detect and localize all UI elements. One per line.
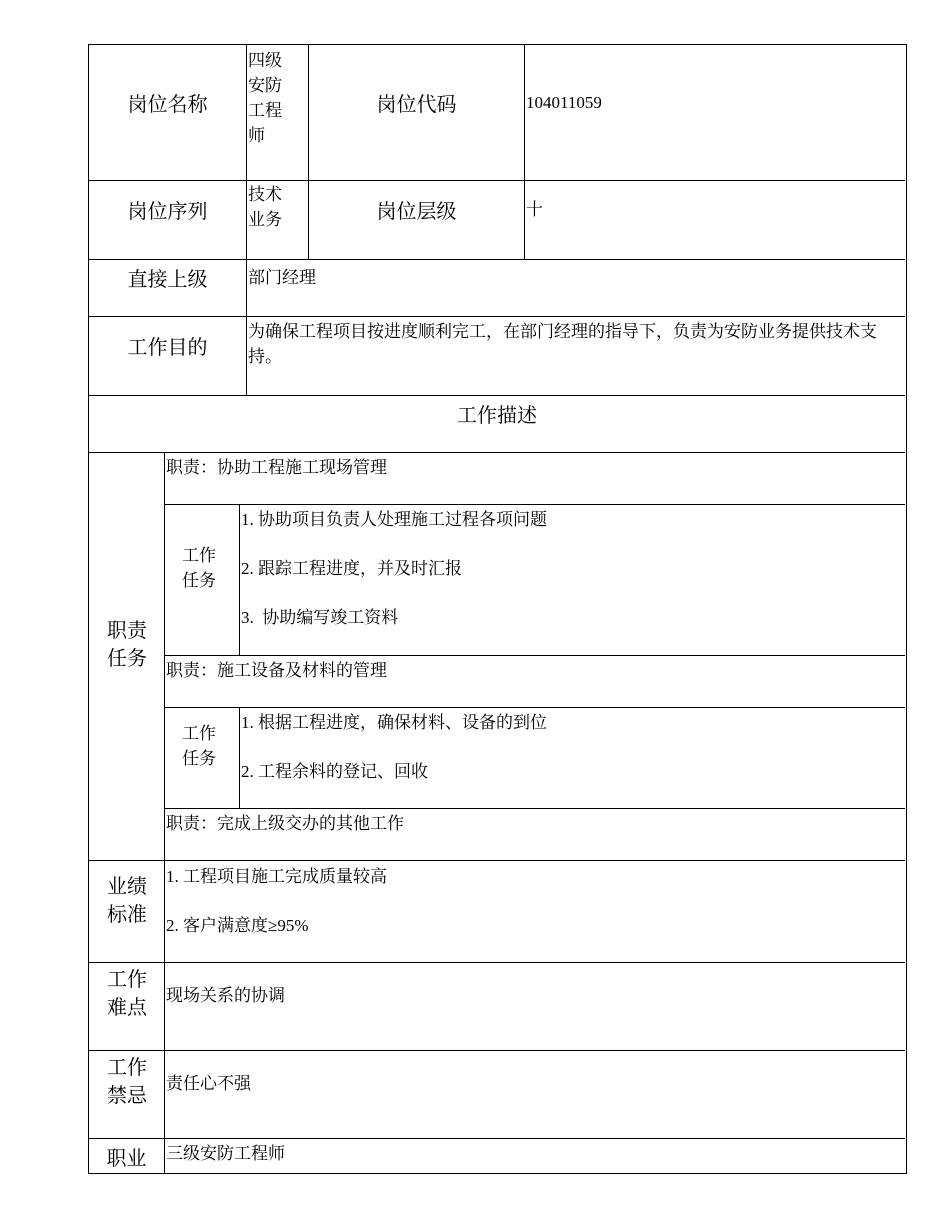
- taboo-label: 工作禁忌: [107, 1057, 147, 1107]
- post-name-value: 四级安防工程师: [248, 51, 282, 145]
- task-item: 2. 跟踪工程进度，并及时汇报: [241, 559, 462, 578]
- purpose-label: 工作目的: [127, 336, 208, 359]
- career-label: 职业: [106, 1147, 147, 1170]
- task-label: 工作任务: [182, 546, 216, 590]
- task-label: 工作任务: [182, 724, 216, 768]
- row-divider: [89, 452, 905, 453]
- col-divider: [524, 45, 525, 259]
- duty-title: 职责：完成上级交办的其他工作: [166, 814, 404, 833]
- task-item: 1. 协助项目负责人处理施工过程各项问题: [241, 510, 547, 529]
- post-series-label: 岗位序列: [127, 200, 208, 223]
- row-divider: [89, 1050, 905, 1051]
- duties-label: 职责任务: [107, 620, 147, 670]
- taboo-value: 责任心不强: [166, 1074, 251, 1093]
- row-divider: [164, 808, 905, 809]
- task-item: 1. 根据工程进度，确保材料、设备的到位: [241, 713, 547, 732]
- purpose-value: 为确保工程项目按进度顺利完工，在部门经理的指导下，负责为安防业务提供技术支持。: [248, 322, 877, 366]
- post-level-value: 十: [526, 200, 543, 219]
- performance-item: 1. 工程项目施工完成质量较高: [166, 867, 387, 886]
- post-name-label: 岗位名称: [127, 94, 208, 116]
- difficulty-label: 工作难点: [107, 969, 147, 1019]
- performance-item: 2. 客户满意度≥95%: [166, 916, 309, 935]
- row-divider: [89, 962, 905, 963]
- job-description-table: [88, 44, 907, 1174]
- career-value: 三级安防工程师: [166, 1144, 285, 1163]
- description-title: 工作描述: [457, 405, 537, 427]
- task-item: 3. 协助编写竣工资料: [241, 608, 399, 627]
- performance-label: 业绩标准: [107, 876, 147, 926]
- row-divider: [164, 707, 905, 708]
- row-divider: [164, 655, 905, 656]
- row-divider: [89, 1138, 905, 1139]
- row-divider: [89, 860, 905, 861]
- duty-title: 职责：协助工程施工现场管理: [166, 458, 387, 477]
- post-level-label: 岗位层级: [376, 200, 457, 223]
- row-divider: [164, 504, 905, 505]
- superior-value: 部门经理: [248, 268, 316, 287]
- post-series-value: 技术业务: [248, 185, 282, 229]
- post-code-label: 岗位代码: [376, 94, 457, 116]
- difficulty-value: 现场关系的协调: [166, 986, 285, 1005]
- post-code-value: 104011059: [526, 93, 602, 112]
- task-item: 2. 工程余料的登记、回收: [241, 762, 428, 781]
- duty-title: 职责：施工设备及材料的管理: [166, 661, 387, 680]
- superior-label: 直接上级: [127, 268, 208, 291]
